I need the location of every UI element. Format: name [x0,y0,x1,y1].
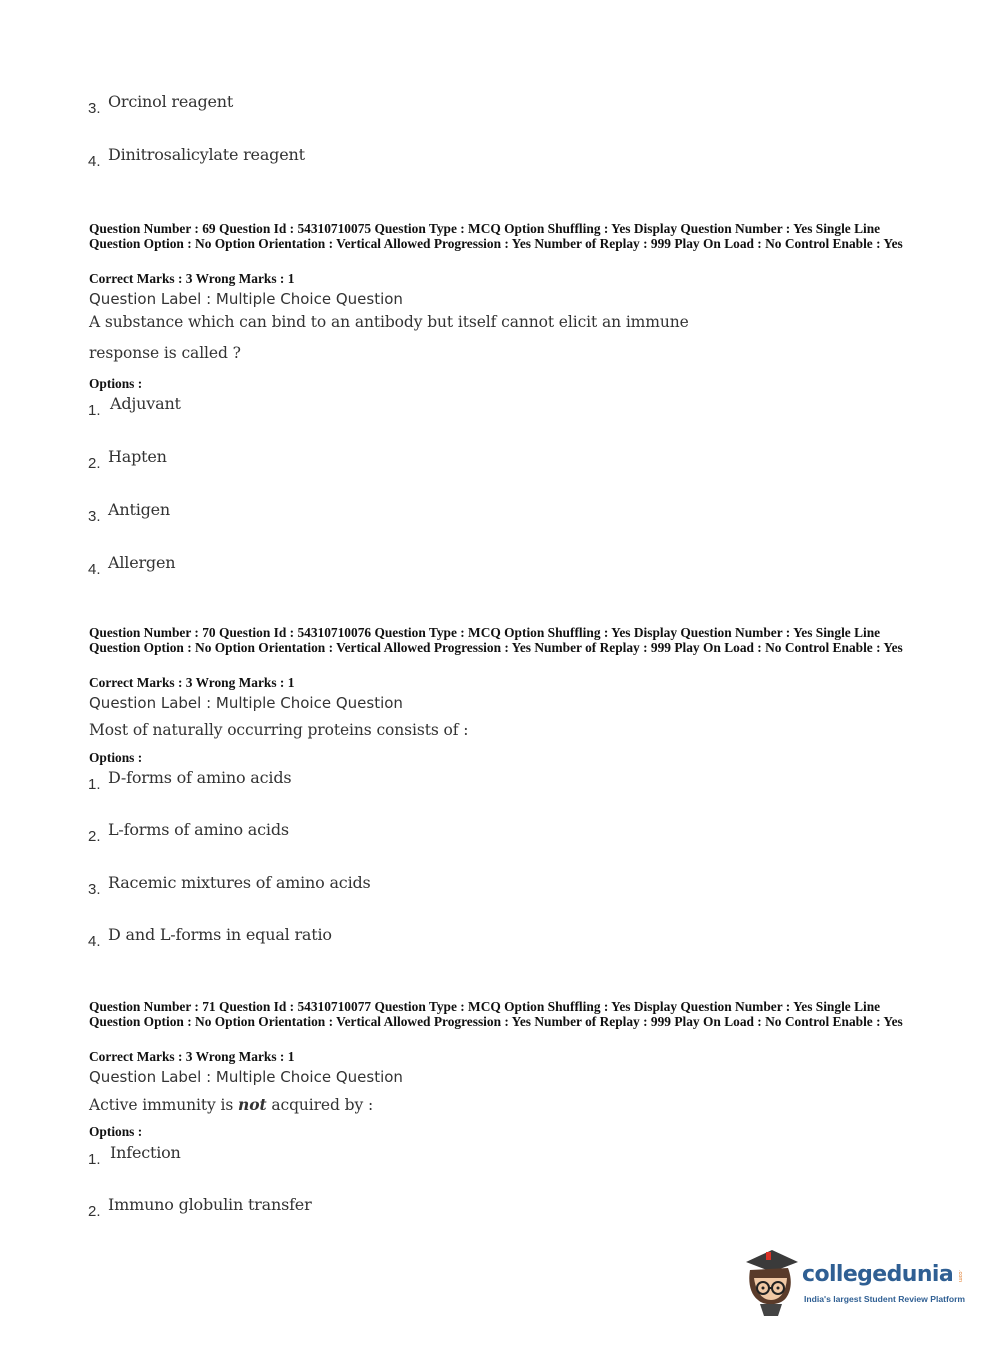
option-number: 4. [88,933,101,950]
question-meta-69: Question Number : 69 Question Id : 54310710075 Question Type : MCQ Option Shuffling : Yes Display Question Number : Yes Single Line Question Option : No Option Orientation : Vertical Allowed Progression : Yes Number of Replay : 999 Play On Load : No Control Enable : Yes [89,221,903,251]
logo-brand-text: collegedunia [802,1262,954,1287]
question-label-71: Question Label : Multiple Choice Question [89,1068,403,1086]
option-text: Infection [110,1143,181,1162]
option-text: Allergen [108,553,176,572]
question-text-71 [89,1095,373,1114]
option-number: 1. [88,776,101,793]
options-heading-69: Options : [89,376,143,391]
option-text: Antigen [108,500,171,519]
option-number: 2. [88,1203,101,1220]
option-text: Adjuvant [110,394,181,413]
option-text: D and L-forms in equal ratio [108,925,332,944]
option-text: Hapten [108,447,167,466]
option-text: Dinitrosalicylate reagent [108,145,305,164]
question-text-part: Active immunity is [89,1096,239,1114]
option-text: Orcinol reagent [108,92,234,111]
option-number: 3. [88,508,101,525]
question-marks-69: Correct Marks : 3 Wrong Marks : 1 [89,271,295,286]
option-text: L-forms of amino acids [108,820,289,839]
option-number: 2. [88,455,101,472]
option-text: Immuno globulin transfer [108,1195,312,1214]
logo-domain-text: .com [957,1270,963,1282]
collegedunia-logo [740,1248,970,1320]
option-number: 4. [88,153,101,170]
options-heading-70: Options : [89,750,143,765]
option-number: 3. [88,100,101,117]
option-number: 3. [88,881,101,898]
question-marks-71: Correct Marks : 3 Wrong Marks : 1 [89,1049,295,1064]
question-text-part: acquired by : [266,1096,374,1114]
question-meta-70: Question Number : 70 Question Id : 54310710076 Question Type : MCQ Option Shuffling : Yes Display Question Number : Yes Single Line Question Option : No Option Orientation : Vertical Allowed Progression : Yes Number of Replay : 999 Play On Load : No Control Enable : Yes [89,625,903,655]
question-label-69: Question Label : Multiple Choice Question [89,290,403,308]
option-text: D-forms of amino acids [108,768,292,787]
logo-tagline: India's largest Student Review Platform [804,1294,966,1304]
option-number: 4. [88,561,101,578]
question-marks-70: Correct Marks : 3 Wrong Marks : 1 [89,675,295,690]
question-text-emphasis: not [238,1095,267,1114]
question-label-70: Question Label : Multiple Choice Question [89,694,403,712]
mascot-icon [740,1248,802,1320]
question-text-70: Most of naturally occurring proteins consists of : [89,721,469,739]
option-text: Racemic mixtures of amino acids [108,873,371,892]
question-text-69-line1: A substance which can bind to an antibody but itself cannot elicit an immune [89,313,689,331]
question-meta-71: Question Number : 71 Question Id : 54310710077 Question Type : MCQ Option Shuffling : Yes Display Question Number : Yes Single Line Question Option : No Option Orientation : Vertical Allowed Progression : Yes Number of Replay : 999 Play On Load : No Control Enable : Yes [89,999,903,1029]
question-text-69-line2: response is called ? [89,344,241,362]
options-heading-71: Options : [89,1124,143,1139]
option-number: 2. [88,828,101,845]
option-number: 1. [88,402,101,419]
option-number: 1. [88,1151,101,1168]
